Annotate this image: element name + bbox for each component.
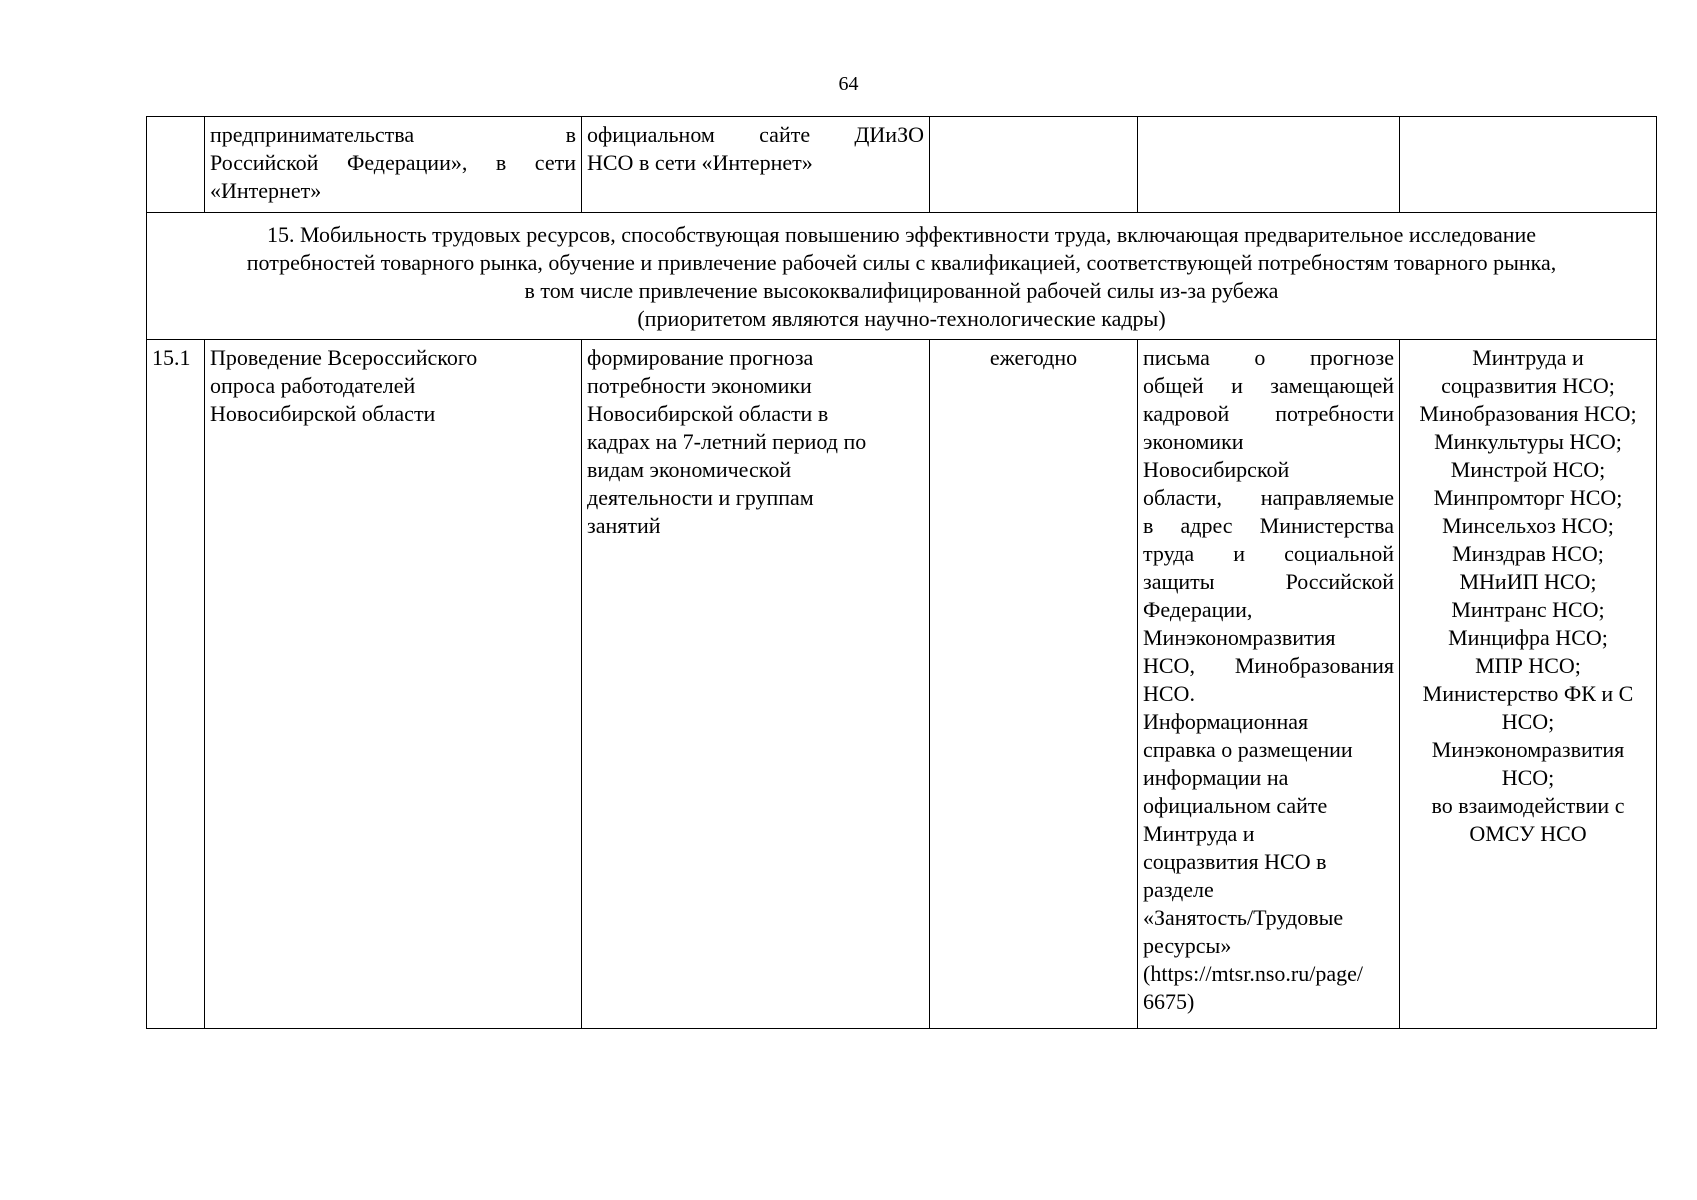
text-line: Минобразования НСО; — [1419, 401, 1637, 426]
text-line: Информационная — [1143, 709, 1309, 734]
deadline-cell — [930, 117, 1138, 213]
text-line: информации на — [1143, 765, 1289, 790]
text-line: справка о размещении — [1143, 737, 1353, 762]
text-line: кадрах на 7-летний период по — [587, 429, 867, 454]
activity-cell — [205, 340, 582, 1029]
section-title — [147, 213, 1657, 340]
text-line: Минпромторг НСО; — [1433, 485, 1623, 510]
text-line: Федерации, — [1143, 597, 1253, 622]
result-cell — [582, 117, 930, 213]
text-line: разделе — [1143, 877, 1214, 902]
text-line: во взаимодействии с — [1431, 793, 1625, 818]
text-line: защиты Российской — [1143, 569, 1394, 594]
text-line: НСО; — [1501, 709, 1555, 734]
text-line: ОМСУ НСО — [1469, 821, 1587, 846]
text-line: НСО; — [1501, 765, 1555, 790]
text-line: НСО. — [1143, 681, 1195, 706]
text-line: в адрес Министерства — [1143, 513, 1394, 538]
text-line: Проведение Всероссийского — [210, 345, 478, 370]
row-number-cell: 15.1 — [147, 340, 205, 1029]
text-line: МНиИП НСО; — [1459, 569, 1597, 594]
executors-cell — [1400, 340, 1657, 1029]
activity-cell — [205, 117, 582, 213]
table-row-15-1 — [147, 340, 1657, 1029]
text-line: видам экономической — [587, 457, 792, 482]
text-line: Министерство ФК и С — [1422, 681, 1634, 706]
text-line: формирование прогноза — [587, 345, 814, 370]
section-line: (приоритетом являются научно-технологические кадры) — [637, 306, 1166, 331]
table-row-continuation — [147, 117, 1657, 213]
text-line: предпринимательства в — [210, 122, 576, 147]
text-line: Минтранс НСО; — [1451, 597, 1605, 622]
text-line: письма о прогнозе — [1143, 345, 1394, 370]
text-line: НСО, Минобразования — [1143, 653, 1394, 678]
text-line: 6675) — [1143, 989, 1195, 1014]
text-line: Новосибирской области — [210, 401, 436, 426]
text-line: ресурсы» — [1143, 933, 1232, 958]
text-line: опроса работодателей — [210, 373, 416, 398]
text-line: «Интернет» — [210, 178, 322, 203]
section-line: 15. Мобильность трудовых ресурсов, способствующая повышению эффективности труда, включающая предварительное исследование — [266, 222, 1537, 247]
text-line: кадровой потребности — [1143, 401, 1394, 426]
section-line: в том числе привлечение высококвалифицированной рабочей силы из-за рубежа — [524, 278, 1279, 303]
text-line: экономики — [1143, 429, 1244, 454]
text-line: Минэкономразвития — [1143, 625, 1336, 650]
measures-table — [146, 116, 1657, 1029]
text-line: Минтруда и — [1472, 345, 1584, 370]
text-line: Минтруда и — [1143, 821, 1255, 846]
text-line: Минцифра НСО; — [1448, 625, 1608, 650]
text-line: «Занятость/Трудовые — [1143, 905, 1344, 930]
row-number-cell — [147, 117, 205, 213]
section-header-row — [147, 213, 1657, 340]
text-line: официальном сайте ДИиЗО — [587, 122, 924, 147]
page-number: 64 — [838, 73, 859, 95]
text-line: Новосибирской — [1143, 457, 1290, 482]
text-line: труда и социальной — [1143, 541, 1394, 566]
section-line: потребностей товарного рынка, обучение и привлечение рабочей силы с квалификацией, соответствующей потребностям товарного рынка, — [246, 250, 1557, 275]
report-cell — [1138, 117, 1400, 213]
text-line: Минсельхоз НСО; — [1442, 513, 1614, 538]
text-line: Минэкономразвития — [1431, 737, 1625, 762]
text-line: НСО в сети «Интернет» — [587, 150, 813, 175]
result-cell — [582, 340, 930, 1029]
deadline-cell: ежегодно — [930, 340, 1138, 1029]
text-line: общей и замещающей — [1143, 373, 1394, 398]
text-line: Минздрав НСО; — [1452, 541, 1604, 566]
text-line: Новосибирской области в — [587, 401, 829, 426]
text-line: Минстрой НСО; — [1450, 457, 1606, 482]
text-line: соцразвития НСО в — [1143, 849, 1327, 874]
text-line: Российской Федерации», в сети — [210, 150, 576, 175]
text-line: официальном сайте — [1143, 793, 1328, 818]
text-line: потребности экономики — [587, 373, 812, 398]
text-line: МПР НСО; — [1475, 653, 1581, 678]
text-line: (https://mtsr.nso.ru/page/ — [1143, 961, 1363, 986]
text-line: занятий — [587, 513, 661, 538]
text-line: области, направляемые — [1143, 485, 1394, 510]
executors-cell — [1400, 117, 1657, 213]
text-line: деятельности и группам — [587, 485, 814, 510]
text-line: соцразвития НСО; — [1441, 373, 1615, 398]
report-cell — [1138, 340, 1400, 1029]
text-line: Минкультуры НСО; — [1434, 429, 1622, 454]
